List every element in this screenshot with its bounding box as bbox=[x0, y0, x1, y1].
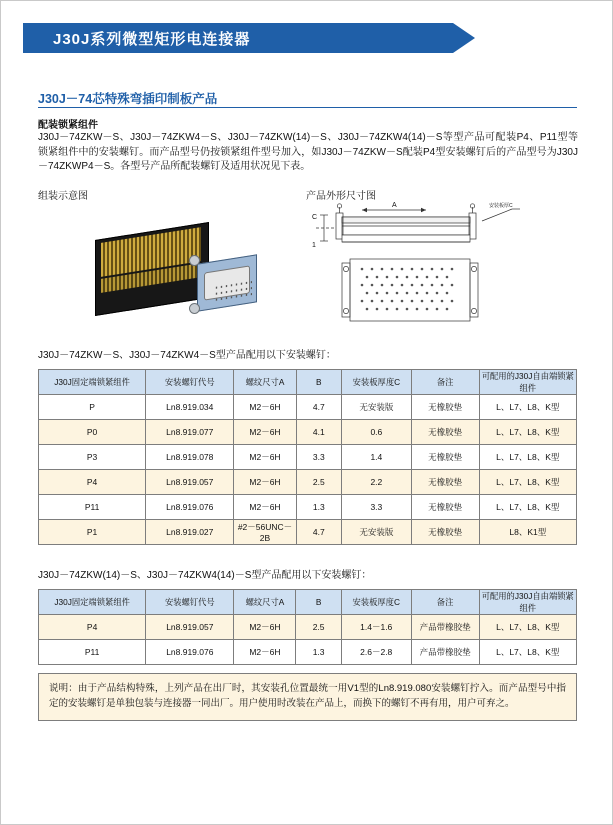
cell: M2－6H bbox=[234, 640, 296, 665]
cell: Ln8.919.078 bbox=[146, 445, 234, 470]
footer-note: 说明：由于产品结构特殊，上列产品在出厂时，其安装孔位置最统一用V1型的Ln8.919.080安装螺钉拧入。而产品型号中指定的安装螺钉是单独包装与连接器一同出厂。用户使用时改装在产品上，而换下的螺钉不再有用，用户可弃之。 bbox=[38, 673, 577, 721]
cell: 0.6 bbox=[341, 420, 411, 445]
col-header: 可配用的J30J自由端锁紧组件 bbox=[479, 370, 576, 395]
table-row bbox=[39, 445, 577, 470]
intro-paragraph: J30J－74ZKW－S、J30J－74ZKW4－S、J30J－74ZKW(14)－S、J30J－74ZKW4(14)－S等型产品可配装P4、P11型等锁紧组件中的安装螺钉。而产品型号仍按锁紧组件型号加入，如J30J－74ZKW－S配装P4型安装螺钉后的产品型号为J30J－74ZKWP4－S。各型号产品所配装螺钉及适用状况见下表。 bbox=[38, 132, 578, 172]
cell: L、L7、L8、K型 bbox=[479, 495, 576, 520]
cell: 无橡胶垫 bbox=[411, 445, 479, 470]
cell: P bbox=[39, 395, 146, 420]
col-header: B bbox=[296, 590, 341, 615]
cell: P11 bbox=[39, 495, 146, 520]
table-header-row bbox=[39, 590, 577, 615]
col-header: 安装螺钉代号 bbox=[146, 370, 234, 395]
cell: L8、K1型 bbox=[479, 520, 576, 545]
cell: Ln8.919.077 bbox=[146, 420, 234, 445]
table-row bbox=[39, 640, 577, 665]
cell: 1.4 bbox=[341, 445, 411, 470]
cell: 无安装版 bbox=[341, 395, 411, 420]
table-row bbox=[39, 495, 577, 520]
cell: 无橡胶垫 bbox=[411, 420, 479, 445]
cell: M2－6H bbox=[234, 615, 296, 640]
cell: 3.3 bbox=[341, 495, 411, 520]
cell: 1.3 bbox=[296, 640, 341, 665]
cell: Ln8.919.076 bbox=[146, 495, 234, 520]
col-header: B bbox=[296, 370, 341, 395]
cell: #2－56UNC－2B bbox=[234, 520, 296, 545]
connector-contact-holes bbox=[214, 279, 252, 303]
table-mounting-screws-2 bbox=[38, 589, 577, 665]
cell: P1 bbox=[39, 520, 146, 545]
col-header: 螺纹尺寸A bbox=[234, 590, 296, 615]
cell: 4.7 bbox=[296, 395, 341, 420]
cell: 无橡胶垫 bbox=[411, 395, 479, 420]
cell: 无安装版 bbox=[341, 520, 411, 545]
col-header: 备注 bbox=[411, 370, 479, 395]
cell: P11 bbox=[39, 640, 146, 665]
cell: 无橡胶垫 bbox=[411, 470, 479, 495]
cell: Ln8.919.076 bbox=[146, 640, 234, 665]
cell: 产品带橡胶垫 bbox=[411, 615, 479, 640]
dim-label-a: A bbox=[392, 202, 397, 209]
cell: 2.5 bbox=[296, 615, 341, 640]
table-row bbox=[39, 470, 577, 495]
cell: 1.4－1.6 bbox=[341, 615, 411, 640]
cell: M2－6H bbox=[234, 395, 296, 420]
cell: P0 bbox=[39, 420, 146, 445]
col-header: 可配用的J30J自由端锁紧组件 bbox=[479, 590, 577, 615]
table-header-row bbox=[39, 370, 577, 395]
assembly-photo bbox=[89, 215, 259, 325]
connector-face bbox=[204, 265, 250, 300]
table-row bbox=[39, 615, 577, 640]
section-title: J30J－74芯特殊弯插印制板产品 bbox=[38, 92, 218, 106]
table-row bbox=[39, 520, 577, 545]
cell: M2－6H bbox=[234, 445, 296, 470]
cell: 2.6－2.8 bbox=[341, 640, 411, 665]
cell: 3.3 bbox=[296, 445, 341, 470]
col-header: J30J固定端锁紧组件 bbox=[39, 370, 146, 395]
cell: 产品带橡胶垫 bbox=[411, 640, 479, 665]
figure-left-caption: 组装示意图 bbox=[38, 191, 88, 202]
col-header: 备注 bbox=[411, 590, 479, 615]
cell: P3 bbox=[39, 445, 146, 470]
table-row bbox=[39, 420, 577, 445]
cell: 无橡胶垫 bbox=[411, 520, 479, 545]
cell: Ln8.919.027 bbox=[146, 520, 234, 545]
cell: L、L7、L8、K型 bbox=[479, 420, 576, 445]
page-title: J30J系列微型矩形电连接器 bbox=[53, 31, 251, 48]
cell: L、L7、L8、K型 bbox=[479, 445, 576, 470]
cell: M2－6H bbox=[234, 495, 296, 520]
col-header: J30J固定端锁紧组件 bbox=[39, 590, 146, 615]
cell: 4.1 bbox=[296, 420, 341, 445]
screw-icon bbox=[189, 303, 200, 314]
cell: 2.5 bbox=[296, 470, 341, 495]
cell: 1.3 bbox=[296, 495, 341, 520]
dim-label-b: 1 bbox=[312, 242, 316, 249]
table2-caption: J30J－74ZKW(14)－S、J30J－74ZKW4(14)－S型产品配用以下安装螺钉： bbox=[38, 570, 372, 581]
cell: L、L7、L8、K型 bbox=[479, 615, 577, 640]
intro-sub-heading: 配装锁紧组件 bbox=[38, 120, 98, 131]
connector-shell bbox=[197, 254, 257, 312]
cell: P4 bbox=[39, 470, 146, 495]
figure-right-caption: 产品外形尺寸图 bbox=[306, 191, 376, 202]
table-row bbox=[39, 395, 577, 420]
cell: 2.2 bbox=[341, 470, 411, 495]
cell: Ln8.919.057 bbox=[146, 615, 234, 640]
banner-arrow-icon bbox=[453, 23, 475, 53]
col-header: 安装板厚度C bbox=[341, 370, 411, 395]
cell: L、L7、L8、K型 bbox=[479, 395, 576, 420]
col-header: 螺纹尺寸A bbox=[234, 370, 296, 395]
cell: L、L7、L8、K型 bbox=[479, 640, 577, 665]
cell: P4 bbox=[39, 615, 146, 640]
cell: L、L7、L8、K型 bbox=[479, 470, 576, 495]
screw-note-label: 安装板厚C bbox=[489, 203, 513, 209]
outline-drawing-svg bbox=[306, 201, 521, 333]
cell: Ln8.919.057 bbox=[146, 470, 234, 495]
cell: 4.7 bbox=[296, 520, 341, 545]
col-header: 安装螺钉代号 bbox=[146, 590, 234, 615]
dim-label-c: C bbox=[312, 214, 318, 221]
screw-icon bbox=[189, 255, 200, 266]
table1-caption: J30J－74ZKW－S、J30J－74ZKW4－S型产品配用以下安装螺钉： bbox=[38, 350, 336, 361]
col-header: 安装板厚度C bbox=[341, 590, 411, 615]
header-banner bbox=[23, 23, 493, 53]
cell: Ln8.919.034 bbox=[146, 395, 234, 420]
table-mounting-screws-1 bbox=[38, 369, 577, 545]
section-divider bbox=[38, 107, 577, 108]
cell: M2－6H bbox=[234, 420, 296, 445]
cell: M2－6H bbox=[234, 470, 296, 495]
outline-drawing bbox=[306, 201, 521, 331]
cell: 无橡胶垫 bbox=[411, 495, 479, 520]
